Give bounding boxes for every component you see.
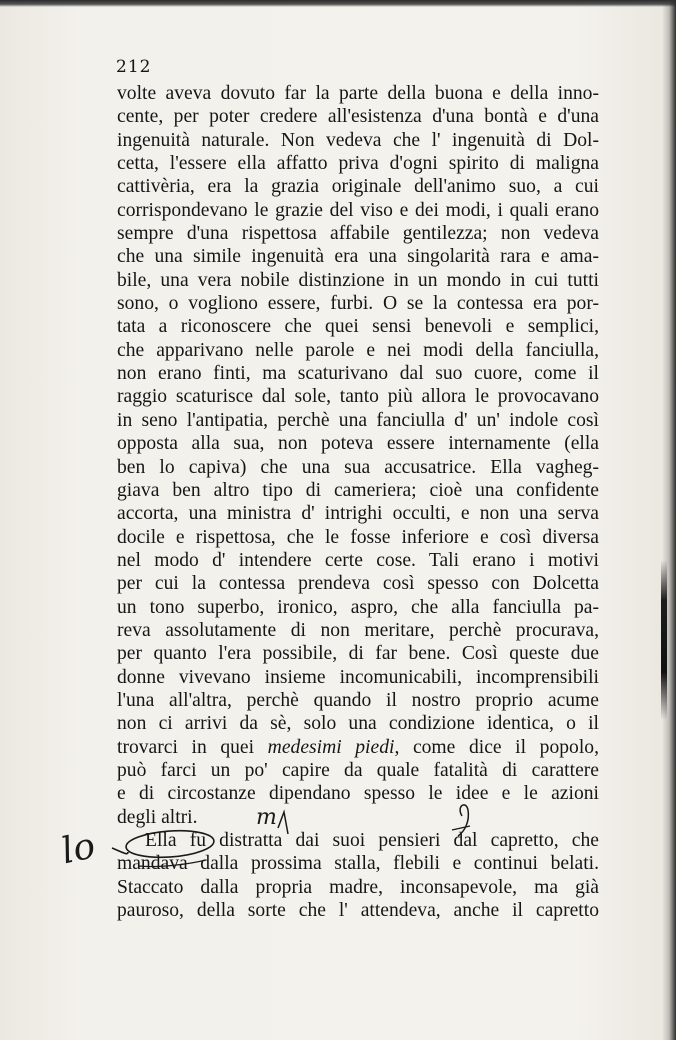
text-line: nel modo d' intendere certe cose. Tali erano i motivi xyxy=(117,549,599,571)
text-line: in seno l'antipatia, perchè una fanciulla d' un' indole così xyxy=(117,409,599,431)
text-line: sono, o vogliono essere, furbi. O se la contessa era por- xyxy=(117,293,599,315)
text-line: che apparivano nelle parole e nei modi della fanciulla, xyxy=(117,339,599,361)
text-line: un tono superbo, ironico, aspro, che alla fanciulla pa- xyxy=(117,596,599,618)
text-line: docile e rispettosa, che le fosse inferiore e così diversa xyxy=(117,526,599,548)
text-line: pauroso, della sorte che l' attendeva, anche il capretto xyxy=(117,900,599,922)
text-run: trovarci in quei xyxy=(117,736,255,758)
text-line: reva assolutamente di non meritare, perchè procurava, xyxy=(117,619,599,641)
text-line: degli altri. xyxy=(117,806,198,828)
text-line: e di circostanze dipendano spesso le idee e le azioni xyxy=(117,783,599,805)
text-line: ben lo capiva) che una sua accusatrice. Ella vagheg- xyxy=(117,456,599,478)
scan-top-edge xyxy=(0,0,676,7)
text-line: ingenuità naturale. Non vedeva che l' ingenuità di Dol- xyxy=(117,129,599,151)
text-line: opposta alla sua, non poteva essere internamente (ella xyxy=(117,433,599,455)
page-number: 212 xyxy=(116,57,152,77)
text-line: che una simile ingenuità era una singolarità rara e ama- xyxy=(117,246,599,268)
text-line: per cui la contessa prendeva così spesso con Dolcetta xyxy=(117,573,599,595)
text-line: giava ben altro tipo di cameriera; cioè una confidente xyxy=(117,479,599,501)
text-line: cattivèria, era la grazia originale dell'animo suo, a cui xyxy=(117,176,599,198)
text-line: può farci un po' capire da quale fatalità di carattere xyxy=(117,759,599,781)
body-text xyxy=(117,82,599,922)
margin-mark: lo xyxy=(57,825,99,873)
text-line: Ella fu distratta dai suoi pensieri dal capretto, che xyxy=(145,830,599,851)
text-line: donne vivevano insieme incomunicabili, incomprensibili xyxy=(117,666,599,688)
text-line: mandava dalla prossima stalla, flebili e continui belati. xyxy=(117,853,599,875)
text-line: non erano finti, ma scaturivano dal suo cuore, come il xyxy=(117,363,599,385)
text-line: corrispondevano le grazie del viso e dei modi, i quali erano xyxy=(117,199,599,221)
text-line: cente, per poter credere all'esistenza d'una bontà e d'una xyxy=(117,106,599,128)
binding-shadow xyxy=(661,560,667,720)
text-line: tata a riconoscere che quei sensi benevoli e semplici, xyxy=(117,316,599,338)
text-line: l'una all'altra, perchè quando il nostro proprio acume xyxy=(117,689,599,711)
text-line: volte aveva dovuto far la parte della buona e della inno- xyxy=(117,83,599,104)
text-line: bile, una vera nobile distinzione in un mondo in cui tutti xyxy=(117,269,599,291)
text-line: cetta, l'essere ella affatto priva d'ogni spirito di maligna xyxy=(117,153,599,175)
text-line: raggio scaturisce dal sole, tanto più allora le provocavano xyxy=(117,386,599,408)
text-line: per quanto l'era possibile, di far bene. Così queste due xyxy=(117,643,599,665)
text-line: accorta, una ministra d' intrighi occulti, e non una serva xyxy=(117,503,599,525)
text-line xyxy=(117,736,599,759)
text-line: sempre d'una rispettosa affabile gentilezza; non vedeva xyxy=(117,223,599,245)
text-line: Staccato dalla propria madre, inconsapevole, ma già xyxy=(117,876,599,898)
text-line: non ci arrivi da sè, solo una condizione identica, o il xyxy=(117,713,599,735)
insert-mark: m xyxy=(256,805,277,830)
text-run: , come dice il popolo, xyxy=(394,736,599,758)
italic-phrase: medesimi piedi xyxy=(267,736,395,758)
scan-right-edge xyxy=(662,0,676,1040)
